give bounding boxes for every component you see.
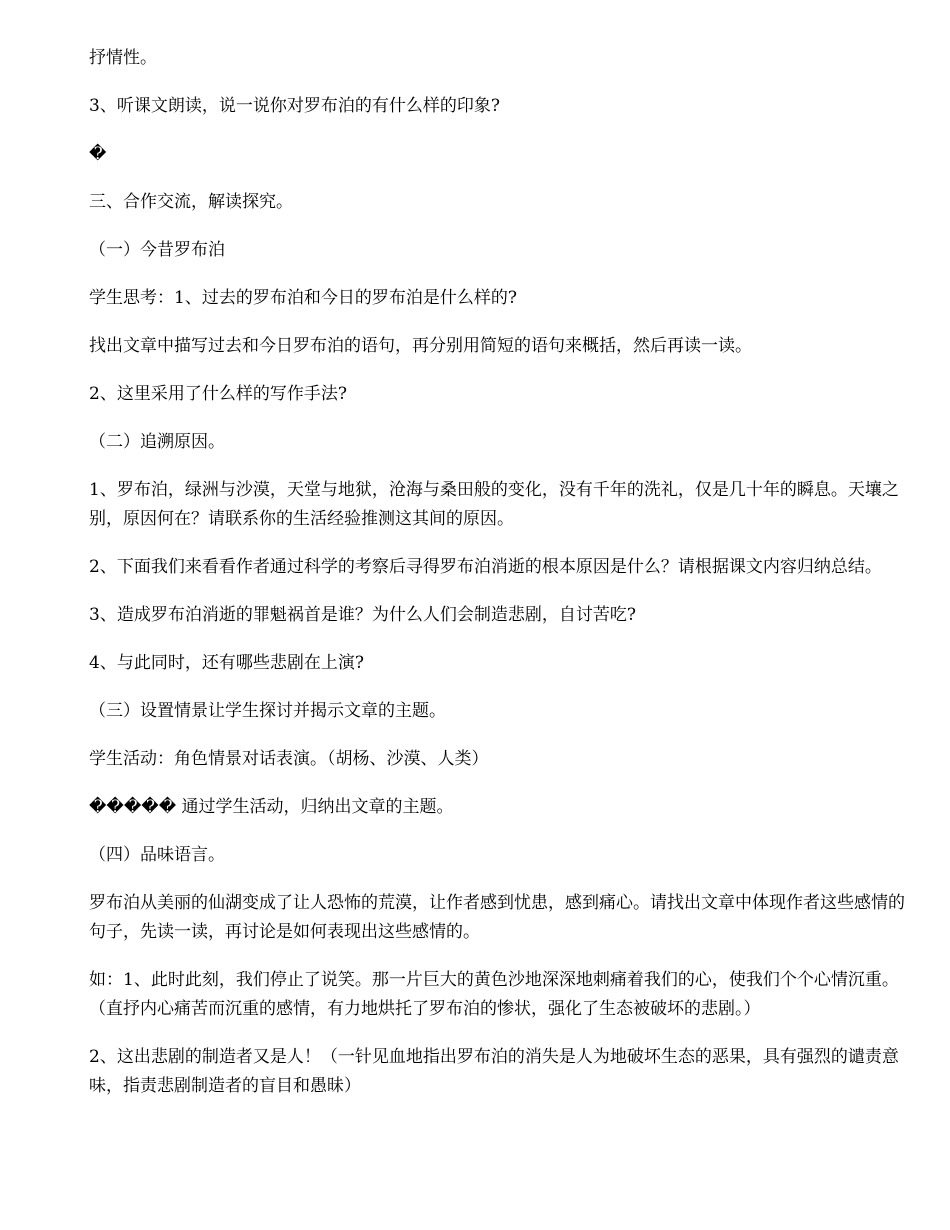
paragraph-cause-1: 1、罗布泊，绿洲与沙漠，天堂与地狱，沧海与桑田般的变化，没有千年的洗礼，仅是几十年的瞬息。天壤之别，原因何在？请联系你的生活经验推测这其间的原因。 (89, 480, 899, 529)
paragraph-example-1: 如：1、此时此刻，我们停止了说笑。那一片巨大的黄色沙地深深地刺痛着我们的心，使我们个个心情沉重。（直抒内心痛苦而沉重的感情，有力地烘托了罗布泊的惨状，强化了生态被破坏的悲剧。） (89, 970, 899, 1019)
paragraph-lyricism: 抒情性。 (89, 48, 157, 68)
subsection-heading-language: （四）品味语言。 (89, 845, 225, 865)
subsection-heading-causes: （二）追溯原因。 (89, 432, 225, 452)
section-heading-cooperation: 三、合作交流，解读探究。 (89, 192, 293, 212)
paragraph-writing-technique: 2、这里采用了什么样的写作手法? (89, 384, 347, 404)
paragraph-question-3-impression: 3、听课文朗读，说一说你对罗布泊的有什么样的印象? (89, 96, 500, 116)
paragraph-example-2: 2、这出悲剧的制造者又是人！（一针见血地指出罗布泊的消失是人为地破坏生态的恶果，具有强烈的谴责意味，指责悲剧制造者的盲目和愚昧） (89, 1047, 899, 1096)
paragraph-summarize-theme: ����� 通过学生活动，归纳出文章的主题。 (89, 797, 454, 817)
paragraph-cause-4: 4、与此同时，还有哪些悲剧在上演? (89, 653, 364, 673)
subsection-heading-theme: （三）设置情景让学生探讨并揭示文章的主题。 (89, 701, 446, 721)
paragraph-language-intro: 罗布泊从美丽的仙湖变成了让人恐怖的荒漠，让作者感到忧患，感到痛心。请找出文章中体现作者这些感情的句子，先读一读，再讨论是如何表现出这些感情的。 (89, 893, 905, 942)
subsection-heading-past-present: （一）今昔罗布泊 (89, 240, 225, 260)
paragraph-student-thinking: 学生思考：1、过去的罗布泊和今日的罗布泊是什么样的? (89, 288, 517, 308)
paragraph-placeholder-glyph: � (89, 144, 107, 164)
paragraph-find-sentences: 找出文章中描写过去和今日罗布泊的语句，再分别用简短的语句来概括，然后再读一读。 (89, 336, 752, 356)
document-page (89, 44, 911, 1120)
paragraph-cause-3: 3、造成罗布泊消逝的罪魁祸首是谁？为什么人们会制造悲剧，自讨苦吃? (89, 605, 636, 625)
paragraph-cause-2: 2、下面我们来看看作者通过科学的考察后寻得罗布泊消逝的根本原因是什么？请根据课文内容归纳总结。 (89, 557, 882, 577)
paragraph-student-activity: 学生活动：角色情景对话表演。（胡杨、沙漠、人类） (89, 749, 489, 769)
